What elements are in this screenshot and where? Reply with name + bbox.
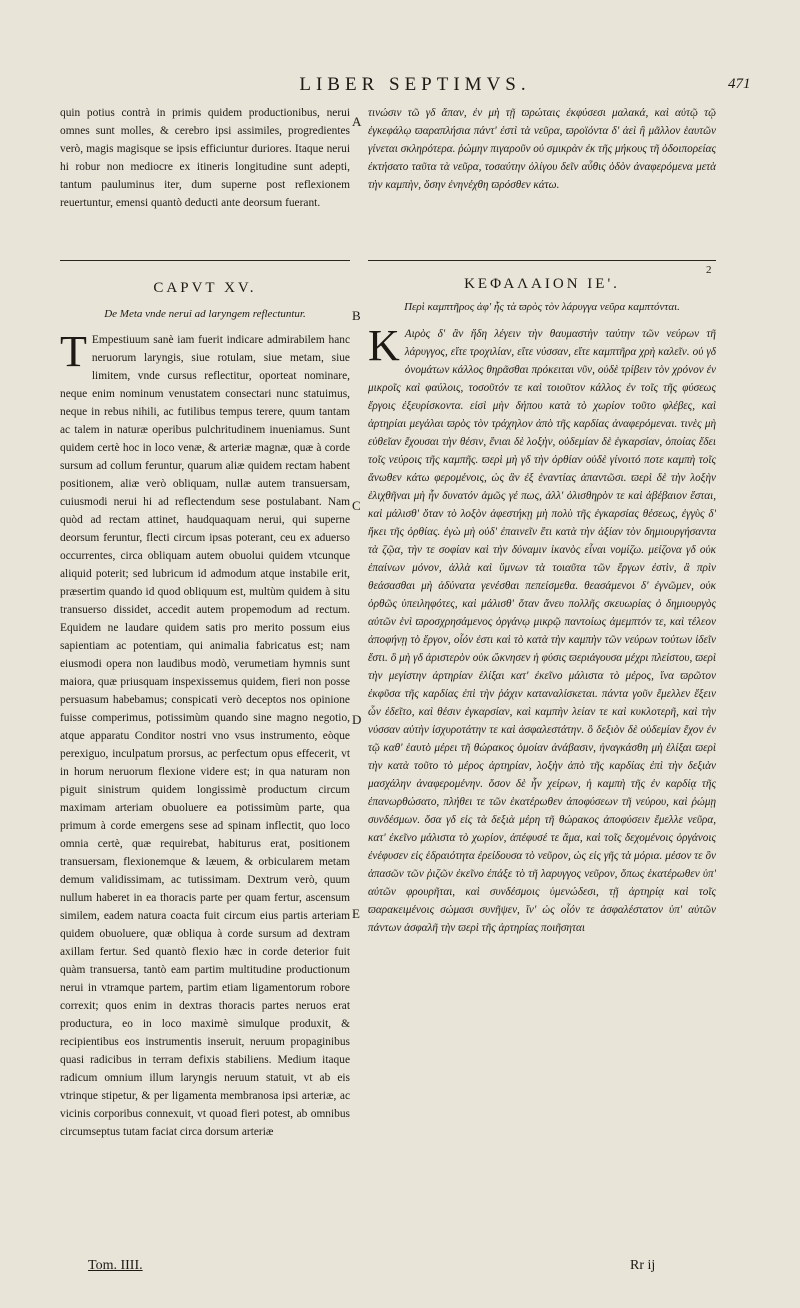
greek-column bbox=[368, 104, 716, 1225]
signature-mark: Tom. IIII. bbox=[88, 1258, 143, 1273]
greek-drop-cap: K bbox=[368, 325, 400, 370]
margin-letter-b: B bbox=[352, 308, 361, 323]
greek-body: Αιρὸς δ' ἂν ἤδη λέγειν τὴν θαυμαστὴν ταύτην τῶν νεύρων τῆ λάρυγγος, εἴτε τροχιλίαν, εἴτε νύσσαν, εἴτε καμπτῆρα χρὴ καλεῖν. οὐ γδ ὀνομάτων κάλλος θηρᾶσθαι πρόκειται νῦν, οὐδὲ τρίβειν τὸν χρόνον ἐν μικροῖς καὶ φαύλοις, τοσοῦτόν τε καὶ τοιοῦτον κάλλος ἐν τοῖς τῆς φύσεως ἔργοις ἐξευρίσκοντα. εἰσὶ μὴν δήπου κατὰ τὸ χωρίον τοῦτο φλέβες, καὶ ἀρτηρίαι μεγάλαι ϖρὸς τὸν τράχηλον ἀπὸ τῆς καρδίας ἀναφερόμεναι. τινὲς μὴ εὐθεῖαν ἔχουσαι τὴν θέσιν, ἔνιαι δὲ λοξὴν, οὐδεμίαν δὲ ἐγκαρσίαν, ὁποίας ἔδει τοῖς νεύροις τῆς καμπῆς. ϖερὶ μὴ γδ τὴν ὀρθίαν οὐδὲ γίνοιτό ποτε καμπὴ τοῖς ἄνωθεν κάτω φερομένοις, ὡς ἂν ἐξ ἐναντίας ἀπαντῶσι. ϖερὶ δὲ τὴν λοξὴν ἑλιχθῆναι μὴ ἦν δυνατόν ἁμῶς γέ πως, ἀλλ' ὀλισθηρὸν τε καὶ ἀβέβαιον ἔσται, καὶ μάλισθ' ὅταν τὸ λοξὸν ἀφεστήκῃ μὴ πολὺ τῆς ἐγκαρσίας θέσεως, ἐγγὺς δ' ἥκει τῆς ὀρθίας. ἐγὼ μὴ οὐδ' ἐπαινεῖν ἔτι κατὰ τὴν ἀξίαν τὸν δημιουργήσαντα τὰ ζῷα, τὴν τε σοφίαν καὶ τὴν δύναμιν ἱκανὸς εἶναι νομίζω. μείζονα γδ οὐκ ἐπαίνων μόνον, ἀλλὰ καὶ ὕμνων τὰ τοιαῦτα τῶν ἔργων ἐστὶν, ἃ πρὶν θεάσασθαι μὴ ἀδύνατα γενέσθαι πεπείσμεθα. θεασάμενοι δ' ἐγνῶμεν, οὐκ ὀρθῶς ὑπειληφότες, καὶ μάλισθ' ὅταν ἄνευ πολλῆς σκευωρίας ὁ δημιουργὸς αὐτῶν ἑνὶ ϖροσχρησάμενος ὀργάνῳ μικρῷ παντοίως ἀμεμπτόν τε, καὶ τέλεον ἀποφήνῃ τὸ ἔργον, οἷόν ἐστι καὶ τὸ κατὰ τὴν καμπὴν τῶν νεύρων τούτων ἰδεῖν ἔστι. ὃ μὴ γδ ἀριστερὸν οὐκ ὤκνησεν ἡ φύσις ϖεριάγουσα μέχρι πλείστου, ϖερὶ τὴν μεγίστην ἀρτηρίαν ἑλίξαι κατ' ἐκεῖνο μάλιστα τὸ μέρος, ἵνα ϖρῶτον ἐκφῦσα τῆς καρδίας ἐπὶ τὴν ῥάχιν καταναλίσκεται. πάντα γοῦν ἔμελλεν ἕξειν ὧν ἐδεῖτο, καὶ θέσιν ἐγκαρσίαν, καὶ καμπὴν λείαν τε καὶ κυκλοτερῆ, καὶ τὴν νύσσαν αὐτὴν ἰσχυροτάτην τε καὶ ἀσφαλεστάτην. ὃ δεξιὸν δὲ οὐδεμίαν ἔχον ἐν τῷ καθ' ἑαυτὸ μέρει τῆ θώρακος ὁμοίαν ἀνάβασιν, ἠναγκάσθη μὴ ἑλίξαι ϖερὶ τὴν κατὰ τοῦτο τὸ μέρος ἀρτηρίαν, λοξὴν ἀπὸ τῆς καρδίας ἐπὶ τὴν δεξιὰν μασχάλην ἀναφερομένην. ὅσον δὲ ἦν χείρων, ἡ καμπὴ τῆς ἐν καρδίᾳ τῆς ἐπανωρθώσατο, πλήθει τε τῶν ἑκατέρωθεν ἀποφύσεων τῆ νεύρου, καὶ ῥώμῃ συνδέσμων. ὅσα γδ εἰς τὰ δεξιὰ μέρη τῆ θώρακος ἀποφύσειν ἔμελλε νεῦρα, κατ' ἐκεῖνο μάλιστα τὸ χωρίον, ἀπέφυσέ τε ἅμα, καὶ τοῖς δεχομένοις ὀργάνοις ἐνέφυσεν εἰς ἑδραιότητα ἐρείδουσα τὸ νεῦρον, ὡς εἰς γῆς τὰ μόρια. μέσον τε ὃν ἁπασῶν τῶν ῥιζῶν ἐκεῖνο ἐπάξε τὸ τῆ λαρυγγος νεῦρον, ὅπως ἑκατέρωθεν ὑπ' αὐτῶν φρουρῆται, καὶ συνδέσμοις ὑμενώδεσι, τῇ ἀρτηρίᾳ καὶ τοῖς ϖαρακειμένοις σώμασι συνῆψεν, ἵν' ὡς οἷόν τε ἀσφαλέστατον ὑπ' αὐτῶν πάντων ἀσφαλῆ τὴν ϖερὶ τῆς ἀρτηρίας ποιῆσηται bbox=[368, 328, 716, 934]
greek-body-wrap bbox=[368, 325, 716, 1225]
margin-letter-e: E bbox=[352, 906, 360, 921]
greek-section-rule bbox=[368, 260, 716, 261]
latin-column bbox=[60, 104, 350, 1253]
greek-chapter-subtitle: Περὶ καμπτῆρος ἀφ' ἧς τὰ ϖρὸς τὸν λάρυγγα νεῦρα καμπτόνται. bbox=[404, 301, 680, 313]
margin-letter-c: C bbox=[352, 498, 361, 513]
running-header bbox=[0, 74, 800, 100]
margin-letter-a: A bbox=[352, 114, 362, 129]
latin-chapter-heading: CAPVT XV. bbox=[153, 280, 257, 296]
side-note-number: 2 bbox=[706, 264, 712, 276]
margin-letter-d: D bbox=[352, 712, 362, 727]
latin-body: Empestiuum sanè iam fuerit indicare admirabilem hanc neruorum laryngis, siue rotulam, siue metam, siue limitem, vnde cursus reflectitur, oporteat nominare, neque enim nominum venustatem consectari nunc statuimus, neque in rebus nihili, ac futilibus tempus terere, quum tantam ac talem in naturæ operibus pulchritudinem inueniamus. Sunt quidem certè hoc in loco venæ, & arteriæ magnæ, quæ à corde sursum ad collum feruntur, quarum aliæ quidem rectam habent positionem, aliæ verò obliquam, nullæ autem transuersam, cuiusmodi nerui hi ad reflectendum sese postulabant. Nam quòd ad rectam attinet, haudquaquam nerui, qui superne deorsum feruntur, flecti circum ipsas poterant, ceu ex aduerso occurrentes, circa obliquam autem obuolui quidem vtcunque aliquid poterit; sed lubricum id admodum atque instabile erit, præsertim quando id quod obliquum est, multùm quidem à situ transuerso dissidet, accedit autem propemodum ad rectum. Equidem ne laudare quidem satis pro merito possum eius sapientiam ac potentiam, qui animalia fabricatus est; nam eiusmodi opera non laudibus modò, verumetiam hymnis sunt maiora, quæ priusquam inspexissemus quidem, fieri non posse persuasum habebamus; conspicati verò deceptos nos opinione fuisse comperimus, potissimùm quando sine magno negotio, atque apparatu Conditor nostri vno vsus instrumento, eòque perexiguo, inculpatum prorsus, ac perfectum opus effecerit, vt in horum neruorum flexione videre est; in qua naturam non piguit sinistrum quidem longissimè productum circum maximam arteriam obuoluere ea potissimùm parte, qua primum à corde emergens sese ad spinam inflectit, quo loco omnia certè, quæ requirebat, habiturus erat, positionem transuersam, flexionemque & læuem, & orbicularem metam demum validissimam, ac tutissimam. Dextrum verò, quum nullum haberet in ea thoracis parte per quam fertur, ascensum similem, eadem natura coacta fuit circum eius partis arteriam quidem obuoluere, quæ obliqua à corde sursum ad dextram axillam fertur. Sed quantò flexio hæc in corde deterior fuit quàm transuersa, tantò eam partim multitudine productionum nerui in vtramque partem, partim etiam ligamentorum robore correxit; quos enim in dextras thoracis partes neruos erat productura, eo in loco maximè simulque produxit, & recipientibus eos instrumentis inseruit, neruum propaginibus quasi radicibus in terram defixis stabiliens. Medium itaque radicum omnium illum laryngis neruum statuit, vt ab eis vtrinque stipetur, & per ligamenta membranosa ipsi arteriæ, ac vicinis corporibus connexuit, vt quoad fieri potest, ab omnibus circumseptus tutam faciat circa dorsum arteriæ bbox=[60, 334, 350, 1138]
running-title: LIBER SEPTIMVS. bbox=[299, 74, 531, 95]
page-number: 471 bbox=[728, 76, 751, 92]
latin-top-paragraph: quin potius contrà in primis quidem productionibus, nerui omnes sunt molles, & cerebro ipsi assimiles, progredientes verò, magis magisque se ipsis efficiuntur duriores. Itaque nerui hi robur non mediocre ex itineris longitudine sunt adepti, tantum pauluminus iter, dum superne post reflexionem reuertuntur, emensi quantò deducti ante deorsum fuerant. bbox=[60, 107, 350, 209]
latin-body-wrap bbox=[60, 331, 350, 1253]
greek-top-paragraph: τινώσιν τῶ γδ ἄπαν, ἐν μὴ τῇ ϖρώταις ἐκφύσεσι μαλακά, καὶ αὐτῷ τῷ ἐγκεφάλῳ ϖαραπλήσια πάντ' ἐστὶ τὰ νεῦρα, ϖροϊόντα δ' ἀεὶ ἢ μᾶλλον ἑαυτῶν γίνεται σκληρότερα. ῥώμην πιγαροῦν οὐ σμικρὰν ἐκ τῆς μήκους τῆ ὁδοιπορείας ἐκτήσατο ταῦτα τὰ νεῦρα, τοσαύτην ὀλίγου δεῖν αὖθις ὁδὸν ἀναφερόμενα μετὰ τὴν καμπὴν, ὅσην ἐνηνέχθη ϖρόσθεν κάτω. bbox=[368, 107, 716, 191]
catchword: Rr ij bbox=[630, 1258, 656, 1273]
latin-chapter-subtitle: De Meta vnde nerui ad laryngem reflectuntur. bbox=[104, 308, 306, 320]
latin-drop-cap: T bbox=[60, 331, 87, 376]
latin-section-rule bbox=[60, 260, 350, 261]
greek-chapter-heading: ΚΕΦΑΛΑΙΟΝ ΙΕ'. bbox=[464, 276, 620, 292]
